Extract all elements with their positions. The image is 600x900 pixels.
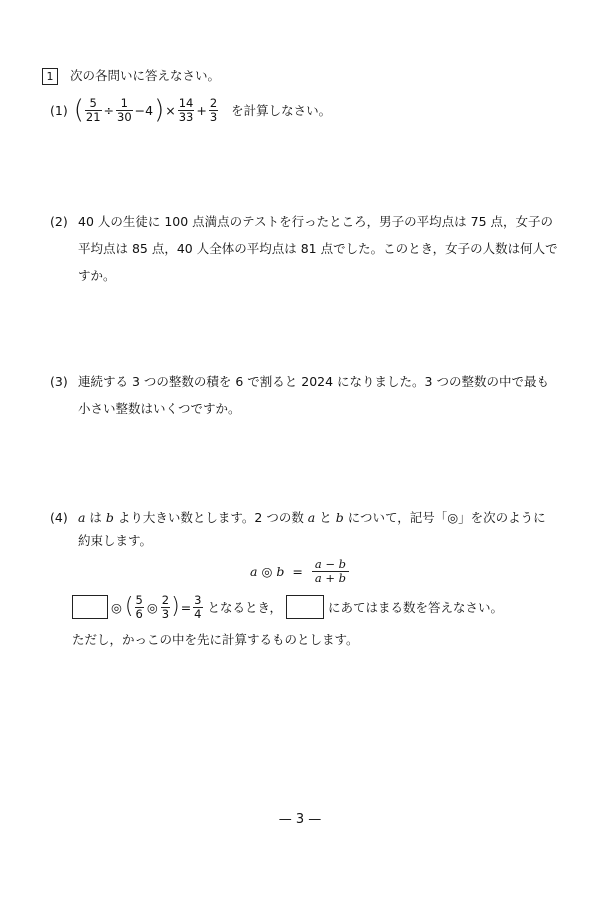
open-paren: ( [73, 95, 84, 125]
question-4-line-2: 約束します。 [78, 533, 153, 548]
question-4-note: ただし，かっこの中を先に計算するものとします。 [72, 632, 359, 647]
question-3-line-2: 小さい整数はいくつですか。 [78, 401, 241, 416]
question-1-label: (1) [50, 102, 68, 118]
plus-sign: + [196, 102, 207, 118]
question-1 [50, 90, 331, 130]
minus-four: −4 [134, 102, 154, 118]
question-3-label: (3) [50, 374, 68, 389]
fraction-5-21: $\frac{5}{21}$ [85, 95, 101, 124]
fraction-1-30: $\frac{1}{30}$ [117, 95, 132, 124]
times-sign: × [165, 102, 176, 118]
fraction-3-4: $\frac{3}{4}$ [194, 592, 202, 621]
question-2-line-2: 平均点は 85 点，40 人全体の平均点は 81 点でした。このとき，女子の人数は何人で [78, 241, 558, 256]
question-3-line-1: 連続する 3 つの整数の積を 6 で割ると 2024 になりました。3 つの整数の中で最も [78, 374, 549, 389]
section-instruction: 次の各問いに答えなさい。 [70, 68, 221, 83]
question-4-line-1: a は b より大きい数とします。2 つの数 a と b について，記号「◎」を次のように [78, 510, 546, 525]
question-1-text: を計算しなさい。 [231, 103, 332, 118]
answer-blank-box-ref [286, 595, 324, 619]
definition-fraction: $\frac{a - b}{a + b}$ [312, 558, 349, 585]
section-number-box: 1 [42, 68, 58, 85]
fraction-2-3: $\frac{2}{3}$ [161, 592, 170, 621]
page-number: — 3 — [278, 812, 322, 827]
question-4-label: (4) [50, 510, 68, 525]
close-paren: ) [171, 594, 180, 619]
open-paren: ( [124, 594, 134, 619]
fraction-5-6: $\frac{5}{6}$ [135, 592, 143, 621]
question-2-label: (2) [50, 214, 68, 229]
question-4-equation: ◎ ( $\frac{5}{6}$ ◎ $\frac{2}{3}$ ) = $\frac{3}{4}$ となるとき， にあてはまる数を答えなさい。 [72, 590, 503, 624]
question-2-line-3: すか。 [78, 268, 116, 283]
divide-sign: ÷ [103, 102, 114, 118]
question-2-line-1: 40 人の生徒に 100 点満点のテストを行ったところ，男子の平均点は 75 点，女子の [78, 214, 554, 229]
operation-definition: a ◎ b = $\frac{a - b}{a + b}$ [250, 555, 350, 587]
close-paren: ) [154, 95, 165, 125]
fraction-14-33: $\frac{14}{33}$ [178, 95, 194, 124]
fraction-2-3: $\frac{2}{3}$ [209, 95, 218, 124]
answer-blank-box [72, 595, 108, 619]
